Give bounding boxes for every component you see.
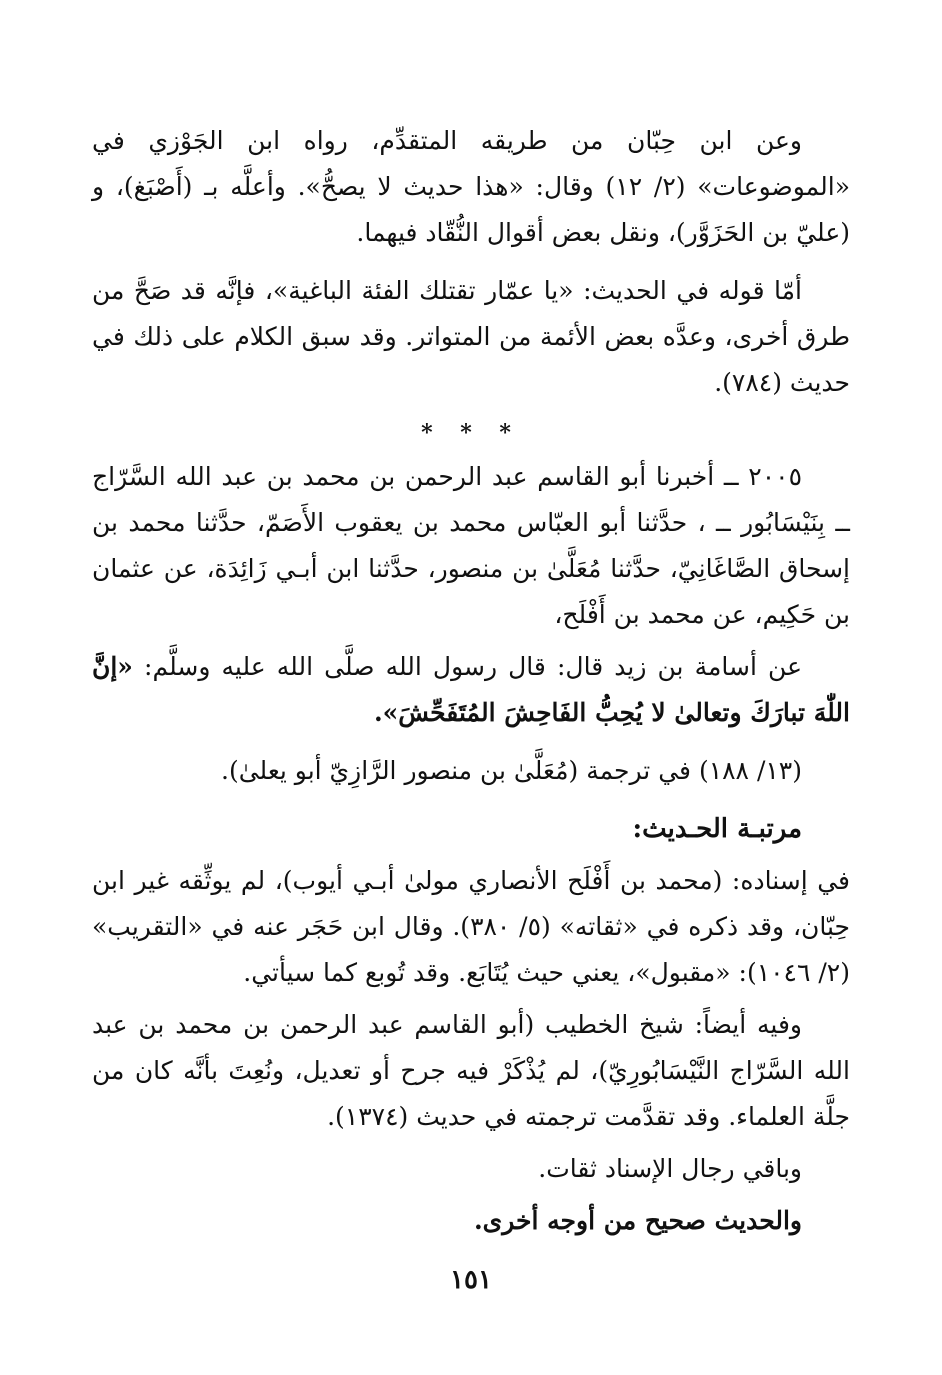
paragraph-narrators-trustworthy: وباقي رجال الإسناد ثقات. xyxy=(538,1154,802,1183)
page-number: ١٥١ xyxy=(450,1265,492,1295)
matn-intro-text: عن أسامة بن زيد قال: قال رسول الله صلَّى الله عليه وسلَّم: xyxy=(132,652,802,681)
paragraph-source-reference: (١٣/ ١٨٨) في ترجمة (مُعَلَّىٰ بن منصور الرَّازِيّ أبو يعلىٰ). xyxy=(221,756,802,785)
section-heading-hadith-grade: مرتبـة الحـديث: xyxy=(632,814,802,844)
paragraph-ammar-hadith-note: أمّا قوله في الحديث: «يا عمّار تقتلك الفئة الباغية»، فإنَّه قد صَحَّ من طرق أخرى، وعدَّه بعض الأئمة من المتواتر. وقد سبق الكلام على ذلك في حديث (٧٨٤). xyxy=(92,276,850,397)
paragraph-hadith-2005-matn xyxy=(92,644,850,736)
paragraph-narrator-note: وفيه أيضاً: شيخ الخطيب (أبو القاسم عبد الرحمن بن محمد بن عبد الله السَّرّاج النَّيْسَابُورِيّ)، لم يُذْكَرْ فيه جرح أو تعديل، ونُعِتَ بأنَّه كان من جلَّة العلماء. وقد تقدَّمت ترجمته في حديث (١٣٧٤). xyxy=(92,1010,850,1131)
paragraph-conclusion: والحديث صحيح من أوجه أخرى. xyxy=(473,1206,802,1235)
section-separator: * * * xyxy=(421,420,521,446)
paragraph-hadith-2005-isnad: ٢٠٠٥ ــ أخبرنا أبو القاسم عبد الرحمن بن محمد بن عبد الله السَّرّاج ــ بِنَيْسَابُور ــ ، حدَّثنا أبو العبّاس محمد بن يعقوب الأَصَمّ، حدَّثنا محمد بن إسحاق الصَّاغَانِيّ، حدَّثنا مُعَلَّىٰ بن منصور، حدَّثنا ابن أبـي زَائِدَة، عن عثمان بن حَكِيم، عن محمد بن أَفْلَح، xyxy=(92,462,850,629)
matn-quote-text: «إنَّ اللّٰهَ تبارَكَ وتعالىٰ لا يُحِبُّ الفَاحِشَ المُتَفَحِّشَ». xyxy=(92,652,850,727)
paragraph-intro-note: وعن ابن حِبّان من طريقه المتقدِّم، رواه ابن الجَوْزي في «الموضوعات» (٢/ ١٢) وقال: «هذا حديث لا يصحُّ». وأعلَّه بـ (أَصْبَغ)، و (عليّ بن الحَزَوَّر)، ونقل بعض أقوال النُّقّاد فيهما. xyxy=(92,126,850,247)
paragraph-isnad-analysis: في إسناده: (محمد بن أَفْلَح الأنصاري مولىٰ أبـي أيوب)، لم يوثِّقه غير ابن حِبّان، وقد ذكره في «ثقاته» (٥/ ٣٨٠). وقال ابن حَجَر عنه في «التقريب» (٢/ ١٠٤٦): «مقبول»، يعني حيث يُتَابَع. وقد تُوبع كما سيأتي. xyxy=(92,866,850,987)
